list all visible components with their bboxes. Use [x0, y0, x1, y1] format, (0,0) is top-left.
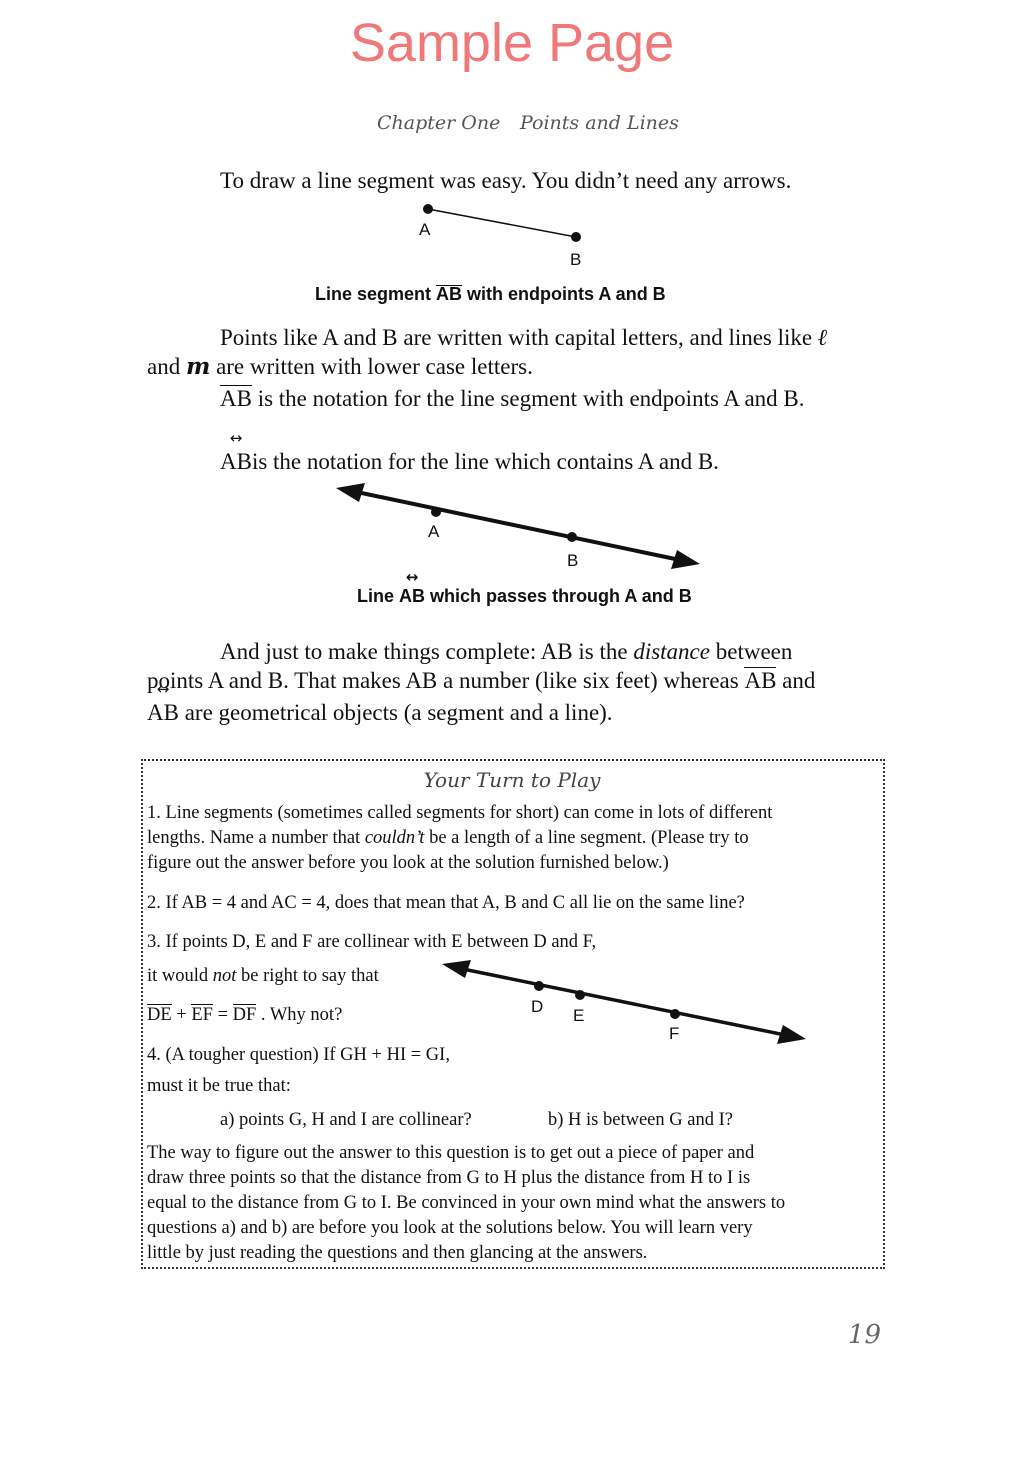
line-symbol: ↔ AB	[220, 447, 252, 476]
distance-line-1: And just to make things complete: AB is the distance between	[220, 639, 793, 664]
segment-notation-line: AB is the notation for the line segment with endpoints A and B.	[220, 386, 805, 411]
question-4-part-a: a) points G, H and I are collinear?	[220, 1110, 472, 1130]
question-3-line-3: DE + EF = DF . Why not?	[147, 1003, 342, 1028]
left-arrowhead	[442, 960, 471, 978]
question-3-line-2: it would not be right to say that	[147, 966, 379, 986]
point-a-label: A	[428, 522, 440, 541]
point-d-label: D	[531, 997, 544, 1016]
intro-sentence: To draw a line segment was easy. You didn’t need any arrows.	[220, 168, 792, 193]
collinear-figure	[440, 958, 810, 1048]
var-m: m	[185, 353, 211, 380]
question-4-line-1: 4. (A tougher question) If GH + HI = GI,	[147, 1045, 450, 1065]
line-ab	[352, 491, 680, 560]
point-a-label: A	[419, 220, 431, 239]
right-arrowhead	[671, 550, 700, 569]
page-number: 19	[847, 1320, 881, 1350]
point-b	[567, 532, 577, 542]
segment-ab	[428, 209, 576, 237]
point-b-label: B	[567, 551, 579, 570]
line-notation: ↔ AB	[399, 586, 425, 607]
question-2: 2. If AB = 4 and AC = 4, does that mean that A, B and C all lie on the same line?	[147, 893, 745, 913]
question-1-line-3: figure out the answer before you look at the solution furnished below.)	[147, 853, 669, 873]
question-4-line-2: must it be true that:	[147, 1076, 291, 1096]
line-def	[458, 968, 790, 1036]
point-a	[431, 507, 441, 517]
line-caption: Line ↔ AB which passes through A and B	[357, 586, 692, 607]
advice-line-1: The way to figure out the answer to this question is to get out a piece of paper and	[147, 1143, 755, 1163]
segment-caption: Line segment AB with endpoints A and B	[315, 284, 666, 304]
segment-figure	[400, 195, 620, 275]
advice-line-4: questions a) and b) are before you look at the solutions below. You will learn very	[147, 1218, 753, 1238]
segment-symbol: AB	[220, 386, 252, 411]
left-arrowhead	[336, 483, 365, 502]
question-1-line-1: 1. Line segments (sometimes called segments for short) can come in lots of different	[147, 803, 773, 823]
advice-line-2: draw three points so that the distance from G to H plus the distance from H to I is	[147, 1168, 751, 1188]
question-4-part-b: b) H is between G and I?	[548, 1110, 733, 1130]
point-b-label: B	[570, 250, 582, 269]
point-d	[534, 981, 544, 991]
advice-line-5: little by just reading the questions and then glancing at the answers.	[147, 1243, 648, 1263]
point-f-label: F	[669, 1024, 680, 1043]
distance-line-3: ↔ AB are geometrical objects (a segment and a line).	[147, 698, 613, 727]
question-3-line-1: 3. If points D, E and F are collinear with E between D and F,	[147, 932, 597, 952]
point-f	[670, 1009, 680, 1019]
question-1-line-2: lengths. Name a number that couldn’t be a length of a line segment. (Please try to	[147, 828, 749, 848]
var-l: ℓ	[817, 324, 828, 351]
exercise-title: Your Turn to Play	[423, 768, 601, 792]
advice-line-3: equal to the distance from G to I. Be convinced in your own mind what the answers to	[147, 1193, 786, 1213]
line-figure	[330, 480, 710, 580]
section-header: Points and Lines	[520, 112, 679, 134]
segment-notation: AB	[436, 284, 463, 304]
notation-line-2: and m are written with lower case letters.	[147, 353, 533, 380]
point-e	[575, 990, 585, 1000]
line-notation-line: ↔ ABis the notation for the line which contains A and B.	[220, 447, 719, 476]
watermark: Sample Page	[349, 13, 675, 73]
point-b	[571, 232, 581, 242]
point-e-label: E	[573, 1006, 585, 1025]
chapter-header: Chapter One	[377, 112, 501, 134]
point-a	[423, 204, 433, 214]
right-arrowhead	[777, 1025, 806, 1044]
distance-line-2: points A and B. That makes AB a number (like six feet) whereas AB and	[147, 668, 816, 693]
notation-line-1: Points like A and B are written with capital letters, and lines like ℓ	[220, 324, 828, 351]
